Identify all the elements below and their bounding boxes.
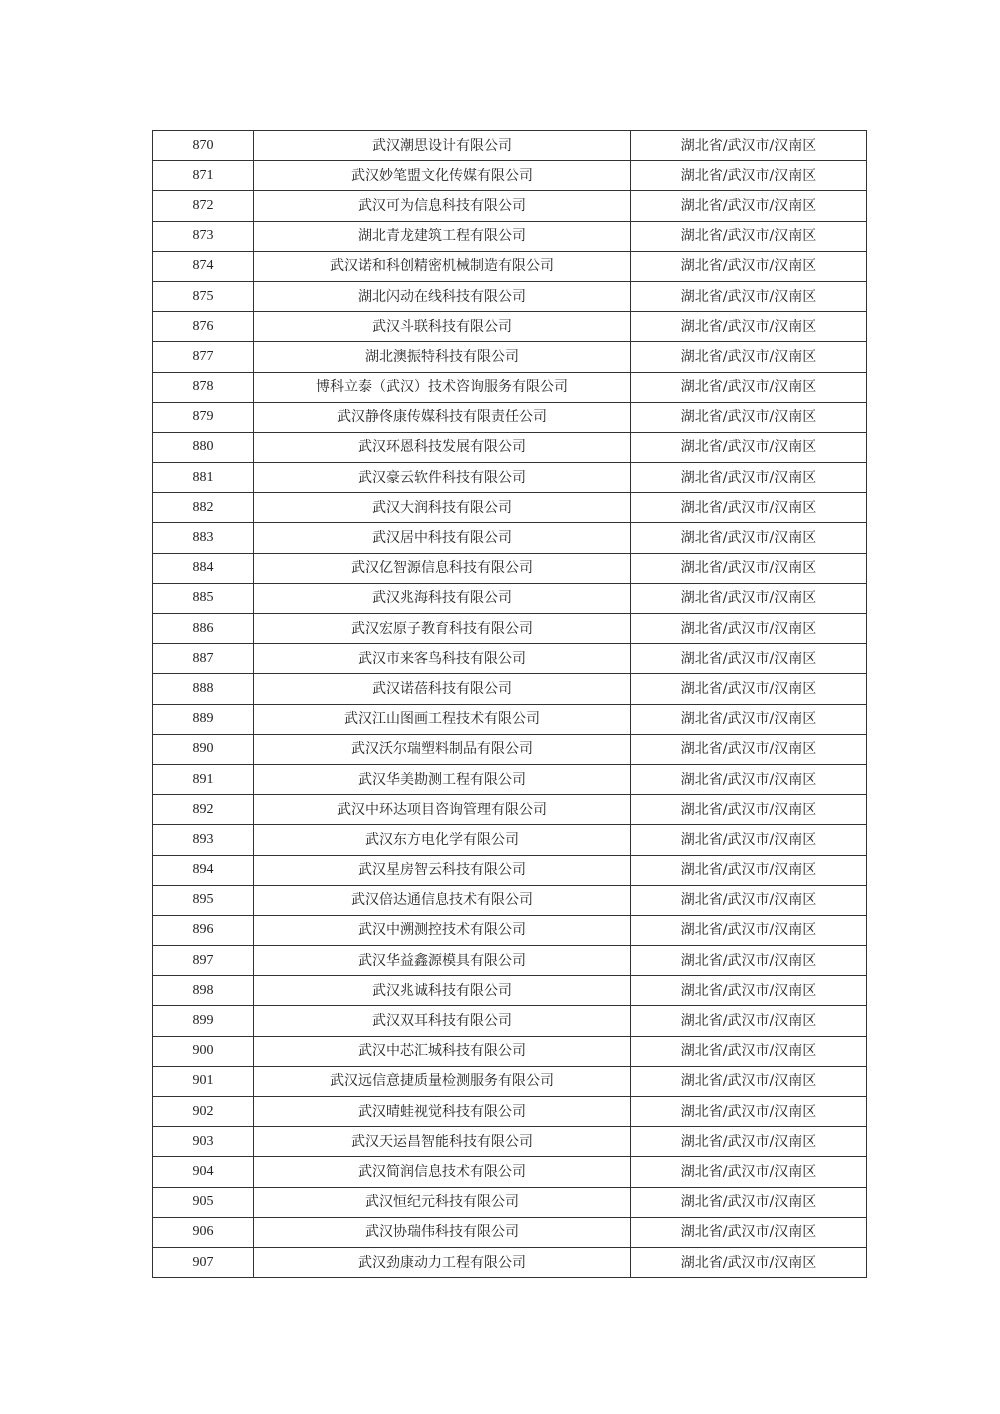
company-list-table <box>152 130 867 1278</box>
table-row <box>153 402 867 432</box>
table-row <box>153 1187 867 1217</box>
region: 湖北省/武汉市/汉南区 <box>631 553 867 583</box>
row-number: 896 <box>153 915 254 945</box>
table-row <box>153 312 867 342</box>
region: 湖北省/武汉市/汉南区 <box>631 734 867 764</box>
row-number: 876 <box>153 312 254 342</box>
table-row <box>153 1006 867 1036</box>
row-number: 899 <box>153 1006 254 1036</box>
company-name: 武汉恒纪元科技有限公司 <box>254 1187 631 1217</box>
row-number: 884 <box>153 553 254 583</box>
company-name: 武汉妙笔盟文化传媒有限公司 <box>254 161 631 191</box>
region: 湖北省/武汉市/汉南区 <box>631 1247 867 1277</box>
table-row <box>153 704 867 734</box>
table-row <box>153 342 867 372</box>
company-name: 武汉中环达项目咨询管理有限公司 <box>254 795 631 825</box>
table-row <box>153 191 867 221</box>
row-number: 878 <box>153 372 254 402</box>
row-number: 893 <box>153 825 254 855</box>
region: 湖北省/武汉市/汉南区 <box>631 1127 867 1157</box>
region: 湖北省/武汉市/汉南区 <box>631 644 867 674</box>
table-row <box>153 946 867 976</box>
region: 湖北省/武汉市/汉南区 <box>631 191 867 221</box>
company-name: 武汉环恩科技发展有限公司 <box>254 432 631 462</box>
table-row <box>153 493 867 523</box>
region: 湖北省/武汉市/汉南区 <box>631 583 867 613</box>
row-number: 877 <box>153 342 254 372</box>
company-name: 武汉可为信息科技有限公司 <box>254 191 631 221</box>
company-name: 武汉华益鑫源模具有限公司 <box>254 946 631 976</box>
region: 湖北省/武汉市/汉南区 <box>631 1187 867 1217</box>
row-number: 882 <box>153 493 254 523</box>
row-number: 889 <box>153 704 254 734</box>
company-name: 湖北青龙建筑工程有限公司 <box>254 221 631 251</box>
table-row <box>153 1127 867 1157</box>
row-number: 907 <box>153 1247 254 1277</box>
table-row <box>153 1157 867 1187</box>
region: 湖北省/武汉市/汉南区 <box>631 704 867 734</box>
company-name: 博科立泰（武汉）技术咨询服务有限公司 <box>254 372 631 402</box>
table-row <box>153 1036 867 1066</box>
table-row <box>153 1247 867 1277</box>
company-name: 武汉大润科技有限公司 <box>254 493 631 523</box>
region: 湖北省/武汉市/汉南区 <box>631 1006 867 1036</box>
company-name: 武汉天运昌智能科技有限公司 <box>254 1127 631 1157</box>
row-number: 888 <box>153 674 254 704</box>
row-number: 874 <box>153 251 254 281</box>
row-number: 892 <box>153 795 254 825</box>
region: 湖北省/武汉市/汉南区 <box>631 432 867 462</box>
company-name: 武汉远信意捷质量检测服务有限公司 <box>254 1066 631 1096</box>
company-name: 武汉星房智云科技有限公司 <box>254 855 631 885</box>
row-number: 883 <box>153 523 254 553</box>
row-number: 881 <box>153 463 254 493</box>
region: 湖北省/武汉市/汉南区 <box>631 1157 867 1187</box>
row-number: 887 <box>153 644 254 674</box>
table-row <box>153 614 867 644</box>
row-number: 879 <box>153 402 254 432</box>
company-name: 武汉诺和科创精密机械制造有限公司 <box>254 251 631 281</box>
table-row <box>153 372 867 402</box>
table-row <box>153 463 867 493</box>
row-number: 898 <box>153 976 254 1006</box>
row-number: 891 <box>153 764 254 794</box>
region: 湖北省/武汉市/汉南区 <box>631 976 867 1006</box>
row-number: 894 <box>153 855 254 885</box>
region: 湖北省/武汉市/汉南区 <box>631 312 867 342</box>
row-number: 885 <box>153 583 254 613</box>
region: 湖北省/武汉市/汉南区 <box>631 885 867 915</box>
company-name: 武汉市来客鸟科技有限公司 <box>254 644 631 674</box>
company-name: 武汉潮思设计有限公司 <box>254 131 631 161</box>
row-number: 905 <box>153 1187 254 1217</box>
company-name: 武汉亿智源信息科技有限公司 <box>254 553 631 583</box>
table-row <box>153 825 867 855</box>
row-number: 895 <box>153 885 254 915</box>
company-name: 武汉静佟康传媒科技有限责任公司 <box>254 402 631 432</box>
table-row <box>153 161 867 191</box>
region: 湖北省/武汉市/汉南区 <box>631 1217 867 1247</box>
region: 湖北省/武汉市/汉南区 <box>631 1097 867 1127</box>
region: 湖北省/武汉市/汉南区 <box>631 855 867 885</box>
table-row <box>153 644 867 674</box>
table-row <box>153 1217 867 1247</box>
region: 湖北省/武汉市/汉南区 <box>631 402 867 432</box>
company-name: 武汉双耳科技有限公司 <box>254 1006 631 1036</box>
company-name: 武汉晴蛙视觉科技有限公司 <box>254 1097 631 1127</box>
row-number: 871 <box>153 161 254 191</box>
table-row <box>153 976 867 1006</box>
row-number: 904 <box>153 1157 254 1187</box>
table-row <box>153 221 867 251</box>
table-row <box>153 251 867 281</box>
row-number: 875 <box>153 281 254 311</box>
company-name: 武汉宏原子教育科技有限公司 <box>254 614 631 644</box>
region: 湖北省/武汉市/汉南区 <box>631 825 867 855</box>
region: 湖北省/武汉市/汉南区 <box>631 795 867 825</box>
row-number: 880 <box>153 432 254 462</box>
table-row <box>153 432 867 462</box>
table-row <box>153 734 867 764</box>
company-name: 武汉江山图画工程技术有限公司 <box>254 704 631 734</box>
row-number: 901 <box>153 1066 254 1096</box>
region: 湖北省/武汉市/汉南区 <box>631 614 867 644</box>
region: 湖北省/武汉市/汉南区 <box>631 342 867 372</box>
row-number: 870 <box>153 131 254 161</box>
table-row <box>153 583 867 613</box>
region: 湖北省/武汉市/汉南区 <box>631 523 867 553</box>
region: 湖北省/武汉市/汉南区 <box>631 1036 867 1066</box>
region: 湖北省/武汉市/汉南区 <box>631 463 867 493</box>
company-list-body <box>153 131 867 1278</box>
row-number: 890 <box>153 734 254 764</box>
row-number: 872 <box>153 191 254 221</box>
region: 湖北省/武汉市/汉南区 <box>631 915 867 945</box>
region: 湖北省/武汉市/汉南区 <box>631 764 867 794</box>
region: 湖北省/武汉市/汉南区 <box>631 251 867 281</box>
company-name: 武汉简润信息技术有限公司 <box>254 1157 631 1187</box>
row-number: 897 <box>153 946 254 976</box>
company-name: 武汉中溯测控技术有限公司 <box>254 915 631 945</box>
company-name: 武汉居中科技有限公司 <box>254 523 631 553</box>
company-name: 武汉华美勘测工程有限公司 <box>254 764 631 794</box>
table-row <box>153 764 867 794</box>
region: 湖北省/武汉市/汉南区 <box>631 372 867 402</box>
region: 湖北省/武汉市/汉南区 <box>631 674 867 704</box>
table-row <box>153 553 867 583</box>
region: 湖北省/武汉市/汉南区 <box>631 161 867 191</box>
company-name: 武汉倍达通信息技术有限公司 <box>254 885 631 915</box>
table-row <box>153 1097 867 1127</box>
company-name: 武汉劲康动力工程有限公司 <box>254 1247 631 1277</box>
row-number: 902 <box>153 1097 254 1127</box>
region: 湖北省/武汉市/汉南区 <box>631 221 867 251</box>
row-number: 903 <box>153 1127 254 1157</box>
table-row <box>153 855 867 885</box>
region: 湖北省/武汉市/汉南区 <box>631 281 867 311</box>
company-name: 武汉斗联科技有限公司 <box>254 312 631 342</box>
company-name: 湖北闪动在线科技有限公司 <box>254 281 631 311</box>
company-name: 武汉沃尔瑞塑料制品有限公司 <box>254 734 631 764</box>
company-name: 武汉协瑞伟科技有限公司 <box>254 1217 631 1247</box>
company-name: 武汉诺蓓科技有限公司 <box>254 674 631 704</box>
table-row <box>153 1066 867 1096</box>
table-row <box>153 523 867 553</box>
company-name: 武汉兆诚科技有限公司 <box>254 976 631 1006</box>
row-number: 900 <box>153 1036 254 1066</box>
company-name: 武汉豪云软件科技有限公司 <box>254 463 631 493</box>
row-number: 873 <box>153 221 254 251</box>
table-row <box>153 885 867 915</box>
region: 湖北省/武汉市/汉南区 <box>631 946 867 976</box>
company-name: 武汉兆海科技有限公司 <box>254 583 631 613</box>
company-name: 湖北澳振特科技有限公司 <box>254 342 631 372</box>
row-number: 906 <box>153 1217 254 1247</box>
table-row <box>153 674 867 704</box>
table-row <box>153 795 867 825</box>
company-name: 武汉东方电化学有限公司 <box>254 825 631 855</box>
table-row <box>153 281 867 311</box>
company-name: 武汉中芯汇城科技有限公司 <box>254 1036 631 1066</box>
table-row <box>153 131 867 161</box>
table-row <box>153 915 867 945</box>
region: 湖北省/武汉市/汉南区 <box>631 493 867 523</box>
row-number: 886 <box>153 614 254 644</box>
region: 湖北省/武汉市/汉南区 <box>631 131 867 161</box>
region: 湖北省/武汉市/汉南区 <box>631 1066 867 1096</box>
